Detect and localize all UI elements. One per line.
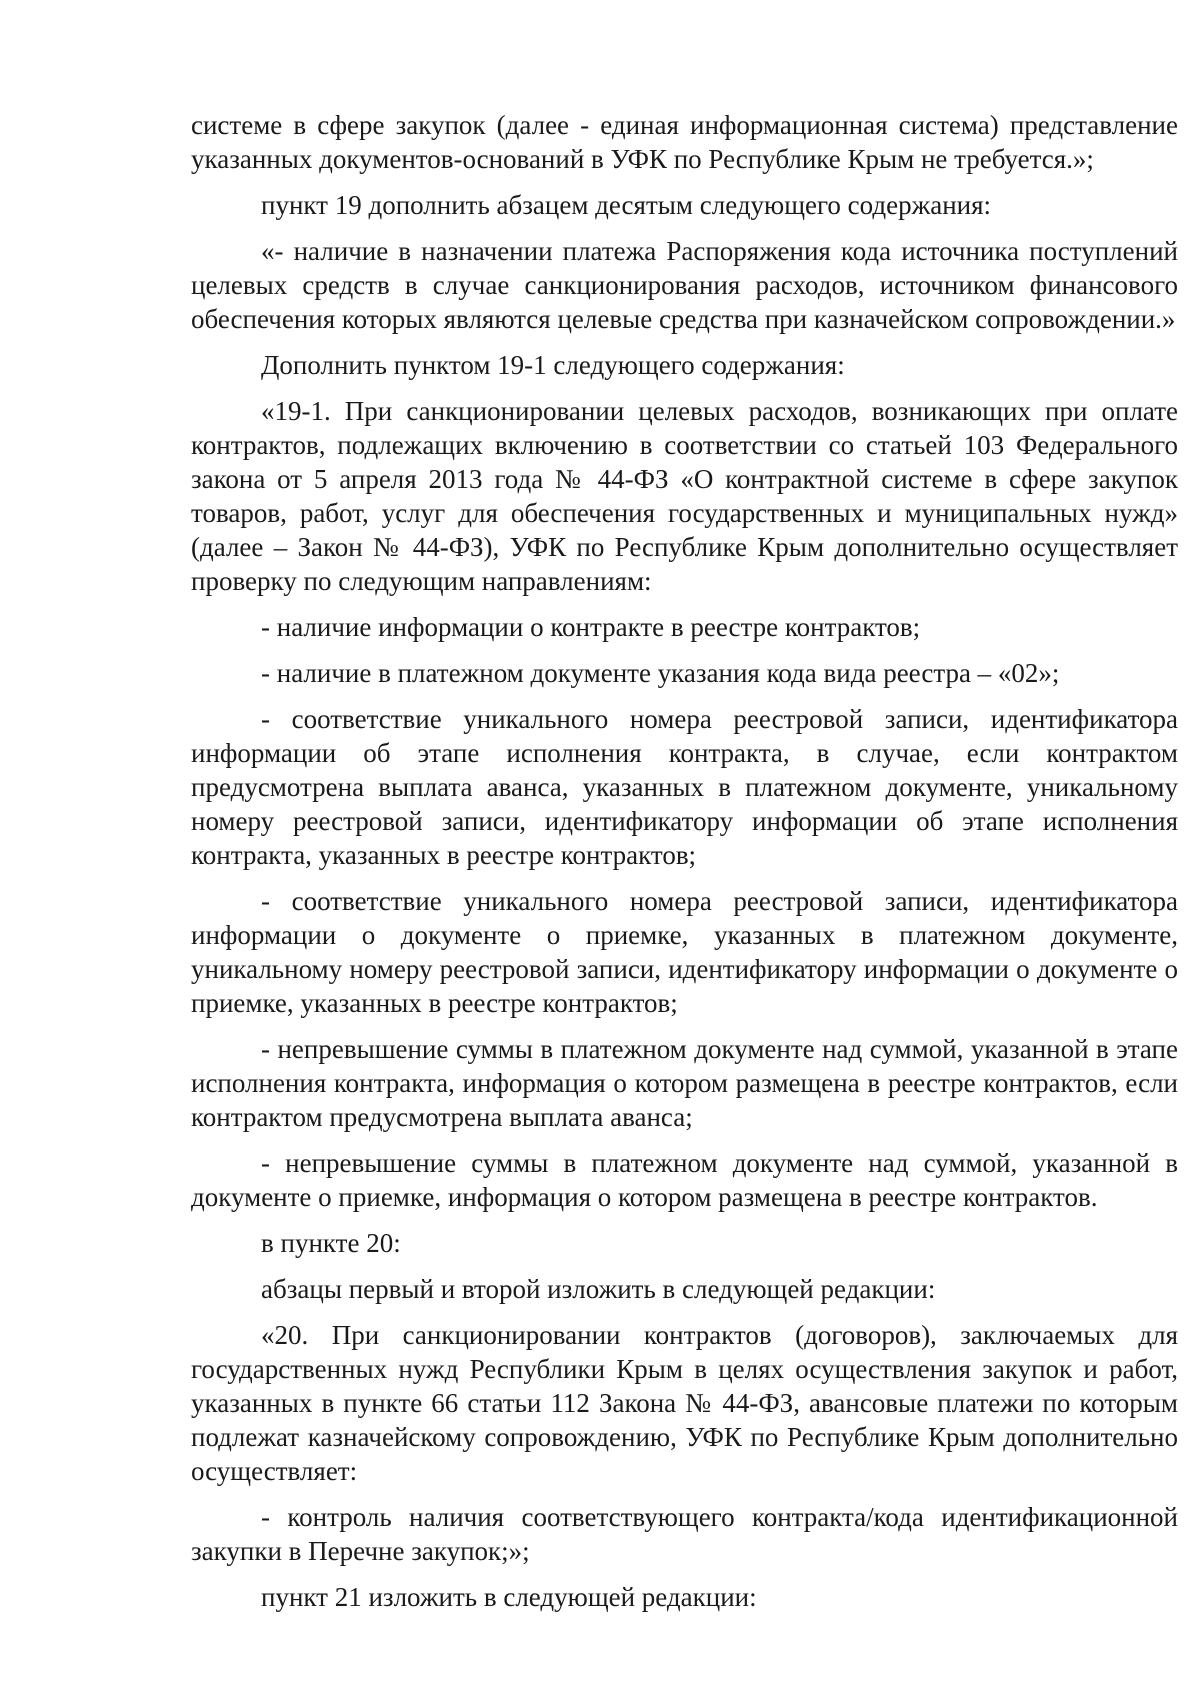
paragraph-2: пункт 19 дополнить абзацем десятым следующего содержания:: [261, 190, 992, 220]
paragraph-6: - наличие информации о контракте в реестре контрактов;: [261, 612, 921, 642]
paragraph-1: системе в сфере закупок (далее - единая информационная система) представление указанных документов-оснований в УФК по Республике Крым не требуется.»;: [191, 110, 1178, 174]
paragraph-12: в пункте 20:: [261, 1228, 401, 1258]
paragraph-16: пункт 21 изложить в следующей редакции:: [261, 1582, 757, 1612]
paragraph-9: - соответствие уникального номера реестровой записи, идентификатора информации о документе о приемке, указанных в платежном документе, уникальному номеру реестровой записи, идентификатору информации о документе о приемке, указанных в реестре контрактов;: [191, 886, 1178, 1018]
paragraph-10: - непревышение суммы в платежном документе над суммой, указанной в этапе исполнения контракта, информация о котором размещена в реестре контрактов, если контрактом предусмотрена выплата аванса;: [191, 1034, 1178, 1132]
paragraph-13: абзацы первый и второй изложить в следующей редакции:: [261, 1274, 936, 1304]
paragraph-11: - непревышение суммы в платежном документе над суммой, указанной в документе о приемке, информация о котором размещена в реестре контрактов.: [191, 1148, 1178, 1212]
paragraph-3: «- наличие в назначении платежа Распоряжения кода источника поступлений целевых средств в случае санкционирования расходов, источником финансового обеспечения которых являются целевые средства при казначейском сопровождении.»: [191, 236, 1178, 334]
paragraph-7: - наличие в платежном документе указания кода вида реестра – «02»;: [261, 658, 1060, 688]
document-page: [191, 108, 1178, 1626]
paragraph-4: Дополнить пунктом 19-1 следующего содержания:: [261, 350, 845, 380]
paragraph-8: - соответствие уникального номера реестровой записи, идентификатора информации об этапе исполнения контракта, в случае, если контрактом предусмотрена выплата аванса, указанных в платежном документе, уникальному номеру реестровой записи, идентификатору информации об этапе исполнения контракта, указанных в реестре контрактов;: [191, 704, 1178, 870]
paragraph-15: - контроль наличия соответствующего контракта/кода идентификационной закупки в Перечне закупок;»;: [191, 1502, 1178, 1566]
paragraph-14: «20. При санкционировании контрактов (договоров), заключаемых для государственных нужд Республики Крым в целях осуществления закупок и работ, указанных в пункте 66 статьи 112 Закона № 44-ФЗ, авансовые платежи по которым подлежат казначейскому сопровождению, УФК по Республике Крым дополнительно осуществляет:: [191, 1320, 1178, 1486]
paragraph-5: «19-1. При санкционировании целевых расходов, возникающих при оплате контрактов, подлежащих включению в соответствии со статьей 103 Федерального закона от 5 апреля 2013 года № 44-ФЗ «О контрактной системе в сфере закупок товаров, работ, услуг для обеспечения государственных и муниципальных нужд» (далее – Закон № 44-ФЗ), УФК по Республике Крым дополнительно осуществляет проверку по следующим направлениям:: [191, 396, 1178, 596]
